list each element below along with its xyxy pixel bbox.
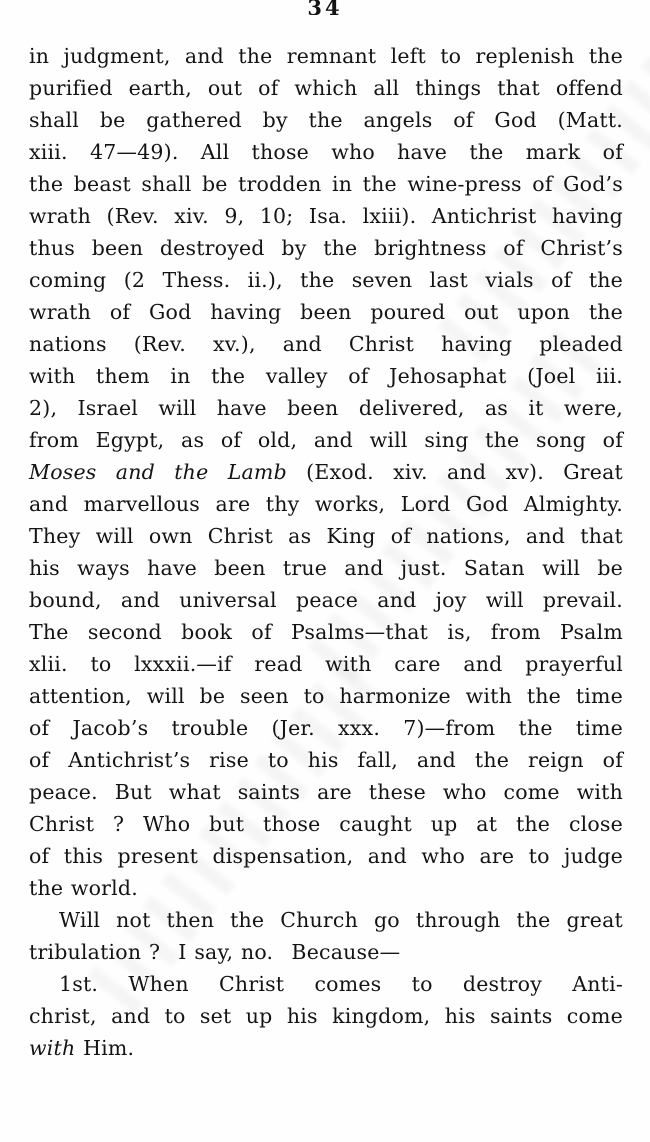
text-segment: 1st. When Christ comes to destroy Anti-	[59, 972, 623, 996]
text-line	[29, 488, 623, 520]
text-line	[29, 552, 623, 584]
page-text	[29, 40, 623, 1064]
text-segment: christ, and to set up his kingdom, his saints come	[29, 1004, 623, 1028]
text-segment: tribulation ? I say, no. Because—	[29, 940, 401, 964]
text-line	[29, 360, 623, 392]
text-line	[29, 840, 623, 872]
text-line	[29, 1032, 623, 1064]
text-line	[29, 936, 623, 968]
text-segment: 2), Israel will have been delivered, as it were,	[29, 396, 623, 420]
text-segment: nations (Rev. xv.), and Christ having pleaded	[29, 332, 623, 356]
text-segment: of Antichrist’s rise to his fall, and the reign of	[29, 748, 623, 772]
text-line	[29, 168, 623, 200]
text-segment: the world.	[29, 876, 138, 900]
text-line	[29, 40, 623, 72]
text-segment: from Egypt, as of old, and will sing the song of	[29, 428, 623, 452]
italic-text-segment: Moses and the Lamb	[29, 460, 287, 484]
text-segment: the beast shall be trodden in the wine-press of God’s	[29, 172, 623, 196]
text-segment: xiii. 47—49). All those who have the mark of	[29, 140, 623, 164]
text-line	[29, 808, 623, 840]
text-segment: of Jacob’s trouble (Jer. xxx. 7)—from the time	[29, 716, 623, 740]
text-segment: xlii. to lxxxii.—if read with care and prayerful	[29, 652, 623, 676]
text-segment: wrath of God having been poured out upon the	[29, 300, 623, 324]
text-line	[29, 456, 623, 488]
text-segment: shall be gathered by the angels of God (Matt.	[29, 108, 623, 132]
text-line	[29, 136, 623, 168]
text-segment: Christ ? Who but those caught up at the close	[29, 812, 623, 836]
text-segment: The second book of Psalms—that is, from Psalm	[29, 620, 623, 644]
text-segment: and marvellous are thy works, Lord God Almighty.	[29, 492, 623, 516]
text-line	[29, 1000, 623, 1032]
text-segment: Him.	[75, 1036, 135, 1060]
text-line	[29, 904, 623, 936]
text-segment: in judgment, and the remnant left to replenish the	[29, 44, 623, 68]
text-line	[29, 328, 623, 360]
text-line	[29, 776, 623, 808]
text-line	[29, 392, 623, 424]
text-line	[29, 648, 623, 680]
text-segment: bound, and universal peace and joy will prevail.	[29, 588, 623, 612]
text-segment: They will own Christ as King of nations, and that	[29, 524, 623, 548]
text-segment: thus been destroyed by the brightness of Christ’s	[29, 236, 623, 260]
text-segment: coming (2 Thess. ii.), the seven last vials of the	[29, 268, 623, 292]
text-line	[29, 712, 623, 744]
text-line	[29, 424, 623, 456]
text-segment: attention, will be seen to harmonize with the time	[29, 684, 623, 708]
text-line	[29, 72, 623, 104]
text-segment: wrath (Rev. xiv. 9, 10; Isa. lxiii). Antichrist having	[29, 204, 623, 228]
text-line	[29, 264, 623, 296]
text-line	[29, 296, 623, 328]
text-line	[29, 872, 623, 904]
page-number-value: 34	[307, 0, 343, 15]
text-line	[29, 680, 623, 712]
text-line	[29, 520, 623, 552]
text-segment: purified earth, out of which all things that offend	[29, 76, 623, 100]
text-line	[29, 104, 623, 136]
text-line	[29, 616, 623, 648]
text-segment: his ways have been true and just. Satan will be	[29, 556, 623, 580]
text-line	[29, 232, 623, 264]
text-line	[29, 584, 623, 616]
text-segment: of this present dispensation, and who are to judge	[29, 844, 623, 868]
text-line	[29, 200, 623, 232]
text-segment: Will not then the Church go through the great	[59, 908, 623, 932]
italic-text-segment: with	[29, 1036, 76, 1060]
text-line	[29, 744, 623, 776]
page-number	[0, 0, 650, 15]
text-line	[29, 968, 623, 1000]
text-segment: with them in the valley of Jehosaphat (Joel iii.	[29, 364, 623, 388]
text-segment: peace. But what saints are these who come with	[29, 780, 623, 804]
text-segment: (Exod. xiv. and xv). Great	[286, 460, 623, 484]
